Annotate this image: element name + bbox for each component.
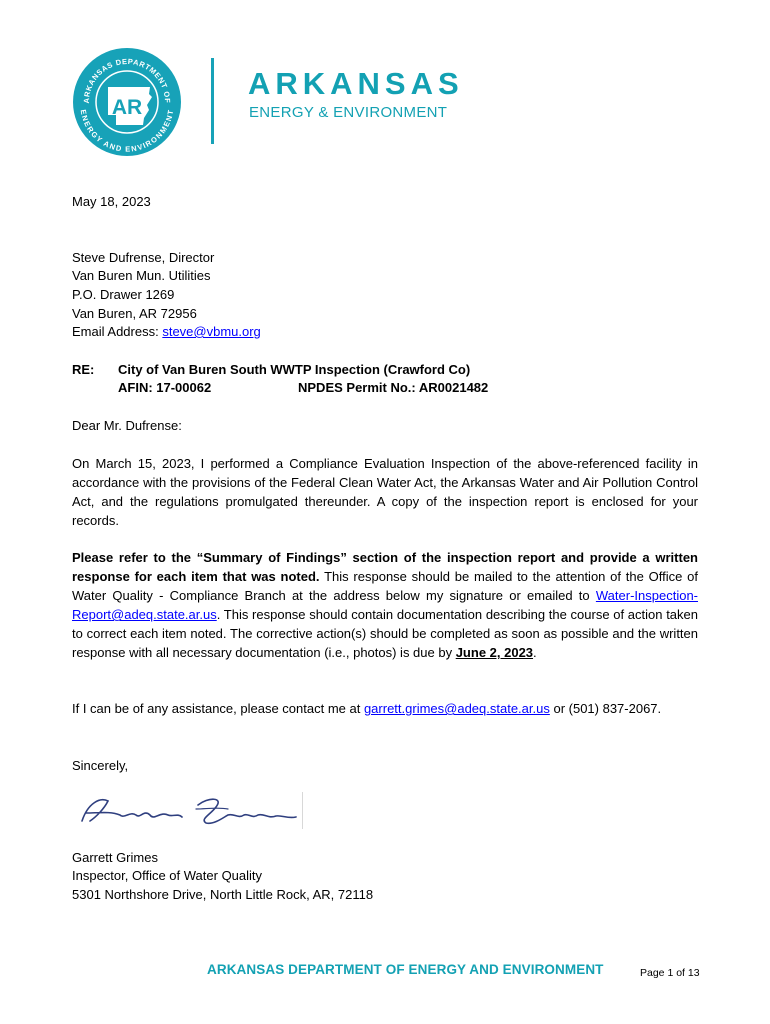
re-npdes: NPDES Permit No.: AR0021482 xyxy=(298,380,489,395)
signer-name: Garrett Grimes xyxy=(72,850,158,865)
paragraph-contact: If I can be of any assistance, please contact me at garrett.grimes@adeq.state.ar.us or (501) 837-2067. xyxy=(72,701,662,716)
signature-box-edge xyxy=(302,792,303,829)
letter-date: May 18, 2023 xyxy=(72,194,151,209)
recipient-org: Van Buren Mun. Utilities xyxy=(72,268,211,283)
signer-title: Inspector, Office of Water Quality xyxy=(72,868,263,883)
recipient-email-link[interactable]: steve@vbmu.org xyxy=(162,324,261,339)
org-subtitle: ENERGY & ENVIRONMENT xyxy=(249,104,448,121)
recipient-name: Steve Dufrense, Director xyxy=(72,250,215,265)
closing: Sincerely, xyxy=(72,758,129,773)
inspector-email-link[interactable]: garrett.grimes@adeq.state.ar.us xyxy=(363,701,550,716)
paragraph-summary-findings: Please refer to the “Summary of Findings” section of the inspection report and provide a written response for each item that was noted. This response should be mailed to the attention of the Office of Water Quality - Compliance Branch at the address below my signature or emailed to Water-Inspection-Report@adeq.state.ar.us. This response should contain documentation describing the course of action taken to correct each item noted. The corrective action(s) should be completed as soon as possible and the written response with all necessary documentation (i.e., photos) is due by June 2, 2023. xyxy=(72,550,698,661)
svg-text:AR: AR xyxy=(111,96,143,119)
recipient-email-line xyxy=(72,322,261,341)
email-label: Email Address: xyxy=(72,324,159,339)
findings-emphasis: Please refer to the “Summary of Findings” section of the inspection report and provide a written response for each item that was noted. xyxy=(72,550,698,585)
recipient-po: P.O. Drawer 1269 xyxy=(72,287,175,302)
arkansas-seal-logo xyxy=(72,47,182,157)
salutation: Dear Mr. Dufrense: xyxy=(72,418,182,433)
report-email-link[interactable]: Water-Inspection-Report@adeq.state.ar.us xyxy=(72,588,698,623)
recipient-city: Van Buren, AR 72956 xyxy=(72,306,197,321)
paragraph-inspection: On March 15, 2023, I performed a Compliance Evaluation Inspection of the above-referenced facility in accordance with the provisions of the Federal Clean Water Act, the Arkansas Water and Air Pollution Control Act, and the regulations promulgated thereunder. A copy of the inspection report is enclosed for your records. xyxy=(72,456,698,529)
handwritten-signature xyxy=(78,791,303,829)
footer-org-name: ARKANSAS DEPARTMENT OF ENERGY AND ENVIRONMENT xyxy=(207,962,604,977)
svg-text:ARKANSAS DEPARTMENT OF: ARKANSAS DEPARTMENT OF xyxy=(81,56,173,104)
page-number: Page 1 of 13 xyxy=(640,967,700,979)
signer-address: 5301 Northshore Drive, North Little Rock, AR, 72118 xyxy=(72,887,374,902)
re-label: RE: xyxy=(72,362,95,377)
re-afin: AFIN: 17-00062 xyxy=(118,380,212,395)
due-date: June 2, 2023 xyxy=(455,645,534,661)
letterhead-divider xyxy=(211,58,214,144)
org-name: ARKANSAS xyxy=(248,66,464,101)
svg-text:ENERGY AND ENVIRONMENT: ENERGY AND ENVIRONMENT xyxy=(78,108,176,154)
re-subject: City of Van Buren South WWTP Inspection (Crawford Co) xyxy=(118,362,471,377)
